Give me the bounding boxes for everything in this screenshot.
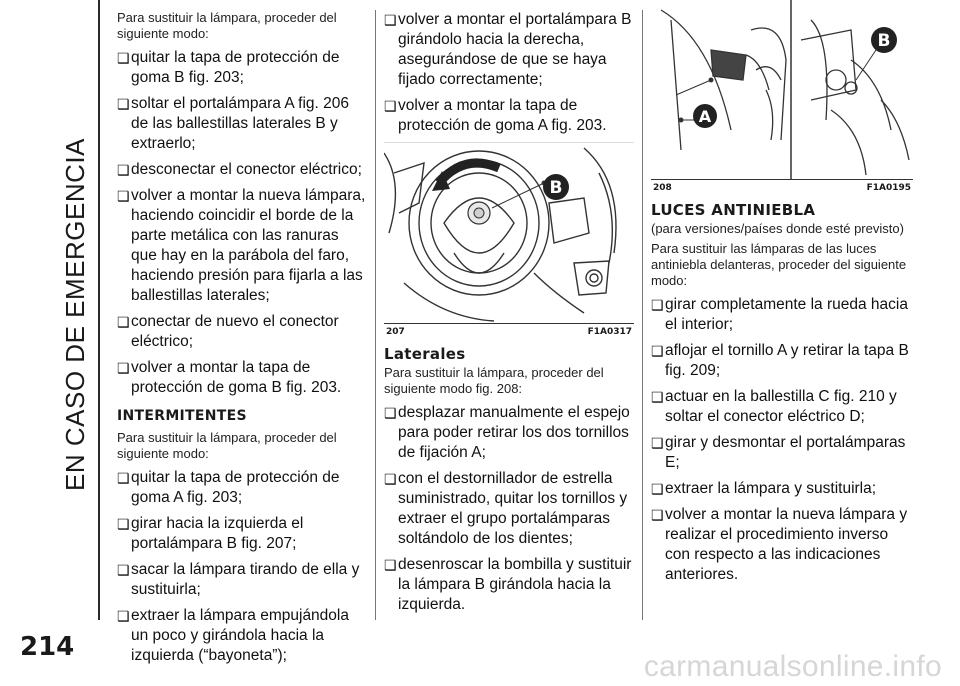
chapter-rule: [98, 0, 100, 620]
figure-caption: [651, 180, 913, 193]
figure-label-b: B: [549, 178, 563, 198]
step-item: ❑ volver a montar el portalámpara B girándolo hacia la derecha, asegurándose de que se haya fijado correctamente;: [384, 10, 634, 90]
step-item: ❑ desenroscar la bombilla y sustituir la lámpara B girándola hacia la izquierda.: [384, 555, 634, 615]
column-1: [117, 10, 367, 672]
figure-caption: [384, 324, 634, 337]
step-item: ❑ soltar el portalámpara A fig. 206 de las ballestillas laterales B y extraerlo;: [117, 94, 367, 154]
figure-code: F1A0195: [866, 183, 911, 193]
step-item: ❑ extraer la lámpara empujándola un poco y girándola hacia la izquierda (“bayoneta”);: [117, 606, 367, 666]
step-item: ❑ desconectar el conector eléctrico;: [117, 160, 367, 180]
section-heading-luces-antiniebla: LUCES ANTINIEBLA: [651, 201, 816, 219]
step-item: ❑ volver a montar la nueva lámpara y realizar el procedimiento inverso con respecto a las indicaciones anteriores.: [651, 505, 913, 585]
figure-label-a: A: [698, 107, 712, 126]
step-item: ❑ volver a montar la nueva lámpara, haciendo coincidir el borde de la parte metálica con las ranuras que hay en la parábola del faro, haciendo presión para fijarla a las ballestillas laterales;: [117, 186, 367, 306]
page-number: 214: [20, 632, 75, 662]
step-item: ❑ girar hacia la izquierda el portalámpara B fig. 207;: [117, 514, 367, 554]
step-item: ❑ volver a montar la tapa de protección de goma B fig. 203.: [117, 358, 367, 398]
step-item: ❑ desplazar manualmente el espejo para poder retirar los dos tornillos de fijación A;: [384, 403, 634, 463]
intro-text: Para sustituir las lámparas de las luces antiniebla delanteras, proceder del siguiente modo:: [651, 241, 907, 288]
section-heading-laterales: Laterales: [384, 345, 466, 363]
figure-208: [651, 0, 913, 180]
column-divider: [642, 10, 643, 620]
step-item: ❑ quitar la tapa de protección de goma B fig. 203;: [117, 48, 367, 88]
step-item: ❑ aflojar el tornillo A y retirar la tapa B fig. 209;: [651, 341, 913, 381]
intro-text: Para sustituir la lámpara, proceder del siguiente modo:: [117, 430, 337, 461]
column-3: [651, 10, 913, 591]
step-item: ❑ girar completamente la rueda hacia el interior;: [651, 295, 913, 335]
section-heading-intermitentes: INTERMITENTES: [117, 408, 247, 424]
step-item: ❑ volver a montar la tapa de protección de goma A fig. 203.: [384, 96, 634, 136]
step-item: ❑ quitar la tapa de protección de goma A fig. 203;: [117, 468, 367, 508]
step-item: ❑ conectar de nuevo el conector eléctrico;: [117, 312, 367, 352]
step-item: ❑ actuar en la ballestilla C fig. 210 y soltar el conector eléctrico D;: [651, 387, 913, 427]
step-item: ❑ sacar la lámpara tirando de ella y sustituirla;: [117, 560, 367, 600]
intro-text: Para sustituir la lámpara, proceder del siguiente modo fig. 208:: [384, 365, 604, 396]
column-divider: [375, 10, 376, 620]
figure-207: [384, 142, 634, 324]
subtitle-text: (para versiones/países donde esté previsto): [651, 221, 904, 236]
figure-label-b: B: [877, 31, 891, 51]
column-2: [384, 10, 634, 621]
watermark-url: carmanualsonline.info: [643, 650, 942, 683]
headlight-illustration: [384, 143, 634, 324]
step-item: ❑ girar y desmontar el portalámparas E;: [651, 433, 913, 473]
intro-text: Para sustituir la lámpara, proceder del siguiente modo:: [117, 10, 337, 41]
step-item: ❑ extraer la lámpara y sustituirla;: [651, 479, 913, 499]
step-item: ❑ con el destornillador de estrella suministrado, quitar los tornillos y extraer el grupo portalámparas soltándolo de los dientes;: [384, 469, 634, 549]
figure-number: 207: [386, 327, 405, 337]
chapter-title: EN CASO DE EMERGENCIA: [59, 137, 90, 491]
figure-number: 208: [653, 183, 672, 193]
figure-code: F1A0317: [587, 327, 632, 337]
side-light-illustration: [651, 0, 913, 180]
